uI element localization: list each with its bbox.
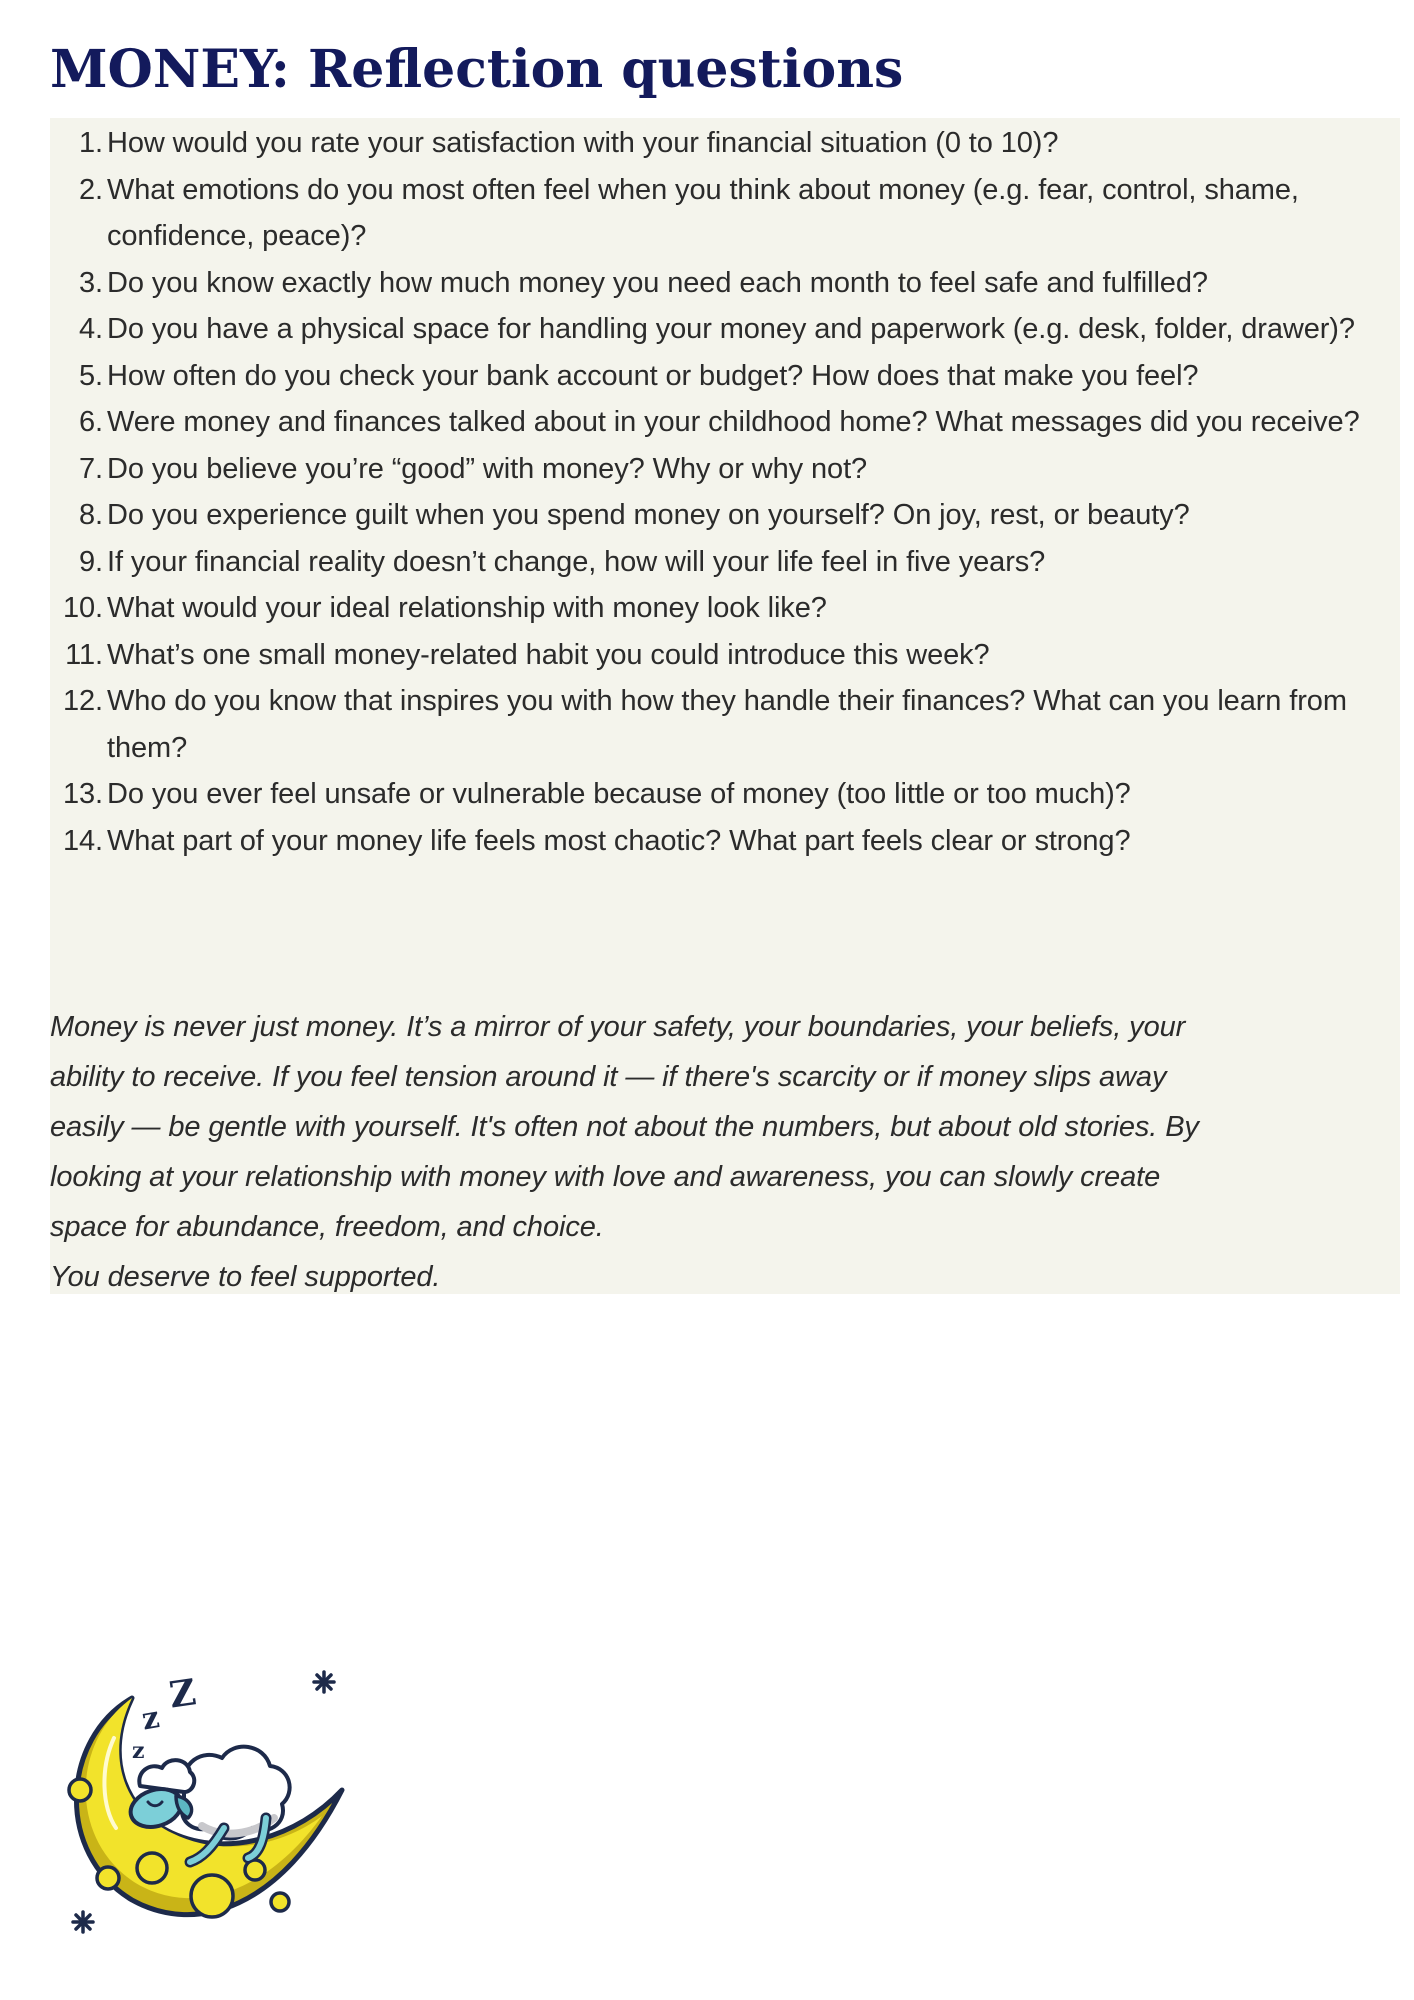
sheep-head-wool xyxy=(139,1760,194,1792)
reflection-paragraph xyxy=(50,1002,1400,1302)
question-text: What’s one small money-related habit you could introduce this week? xyxy=(107,638,990,671)
question-text: How would you rate your satisfaction with your financial situation (0 to 10)? xyxy=(107,127,1059,159)
sleep-z-small: z xyxy=(132,1738,145,1764)
question-item xyxy=(50,260,1400,307)
question-text: Were money and finances talked about in your childhood home? What messages did you receive? xyxy=(107,406,1360,438)
question-item xyxy=(50,399,1400,446)
sleep-z-medium: z xyxy=(139,1700,163,1738)
reflection-line: easily — be gentle with yourself. It's often not about the numbers, but about old stories. By xyxy=(50,1111,1199,1143)
question-item xyxy=(50,120,1400,167)
question-item xyxy=(50,539,1400,586)
sleep-z-large: Z xyxy=(166,1671,199,1717)
question-text: What part of your money life feels most chaotic? What part feels clear or strong? xyxy=(107,824,1131,857)
question-item xyxy=(50,167,1400,260)
question-list xyxy=(50,120,1400,864)
question-number: 5. xyxy=(79,359,103,392)
question-text: Who do you know that inspires you with how they handle their finances? What can you learn from them? xyxy=(107,685,1347,764)
question-item xyxy=(50,771,1400,818)
question-number: 8. xyxy=(79,499,103,531)
reflection-closing: You deserve to feel supported. xyxy=(50,1261,441,1293)
reflection-line: space for abundance, freedom, and choice. xyxy=(50,1211,604,1243)
question-number: 3. xyxy=(79,266,103,299)
question-item xyxy=(50,306,1400,353)
question-number: 11. xyxy=(65,638,103,671)
page-title: MONEY: Reflection questions xyxy=(50,39,904,100)
question-text: What emotions do you most often feel when you think about money (e.g. fear, control, shame, confidence, peace)? xyxy=(107,173,1299,252)
question-text: Do you know exactly how much money you need each month to feel safe and fulfilled? xyxy=(107,266,1208,299)
question-number: 2. xyxy=(79,173,103,206)
star-icon xyxy=(73,1912,93,1932)
sheep-wool xyxy=(182,1747,290,1839)
question-text: Do you ever feel unsafe or vulnerable because of money (too little or too much)? xyxy=(107,778,1131,810)
question-number: 7. xyxy=(79,452,103,485)
star-icon xyxy=(314,1672,334,1692)
question-number: 1. xyxy=(79,127,103,159)
question-number: 10. xyxy=(62,592,103,624)
reflection-line: looking at your relationship with money with love and awareness, you can slowly create xyxy=(50,1161,1161,1193)
question-item xyxy=(50,585,1400,632)
question-item xyxy=(50,678,1400,771)
question-item xyxy=(50,353,1400,400)
reflection-line: Money is never just money. It’s a mirror of your safety, your boundaries, your beliefs, your xyxy=(50,1011,1186,1043)
question-text: Do you have a physical space for handling your money and paperwork (e.g. desk, folder, drawer)? xyxy=(107,313,1355,345)
sleeping-sheep-on-moon-icon xyxy=(52,1668,352,1968)
content-box xyxy=(50,118,1400,1294)
question-item xyxy=(50,818,1400,865)
question-text: If your financial reality doesn’t change, how will your life feel in five years? xyxy=(107,545,1046,578)
question-text: Do you experience guilt when you spend money on yourself? On joy, rest, or beauty? xyxy=(107,499,1190,531)
question-item xyxy=(50,492,1400,539)
question-number: 14. xyxy=(62,824,103,857)
question-number: 13. xyxy=(62,778,103,810)
question-text: How often do you check your bank account or budget? How does that make you feel? xyxy=(107,359,1199,392)
question-number: 12. xyxy=(62,685,103,717)
question-number: 4. xyxy=(79,313,103,345)
question-text: Do you believe you’re “good” with money? Why or why not? xyxy=(107,452,868,485)
question-text: What would your ideal relationship with money look like? xyxy=(107,592,827,624)
question-number: 9. xyxy=(79,545,103,578)
question-item xyxy=(50,632,1400,679)
reflection-line: ability to receive. If you feel tension around it — if there's scarcity or if money slips away xyxy=(50,1061,1167,1093)
question-number: 6. xyxy=(79,406,103,438)
question-item xyxy=(50,446,1400,493)
